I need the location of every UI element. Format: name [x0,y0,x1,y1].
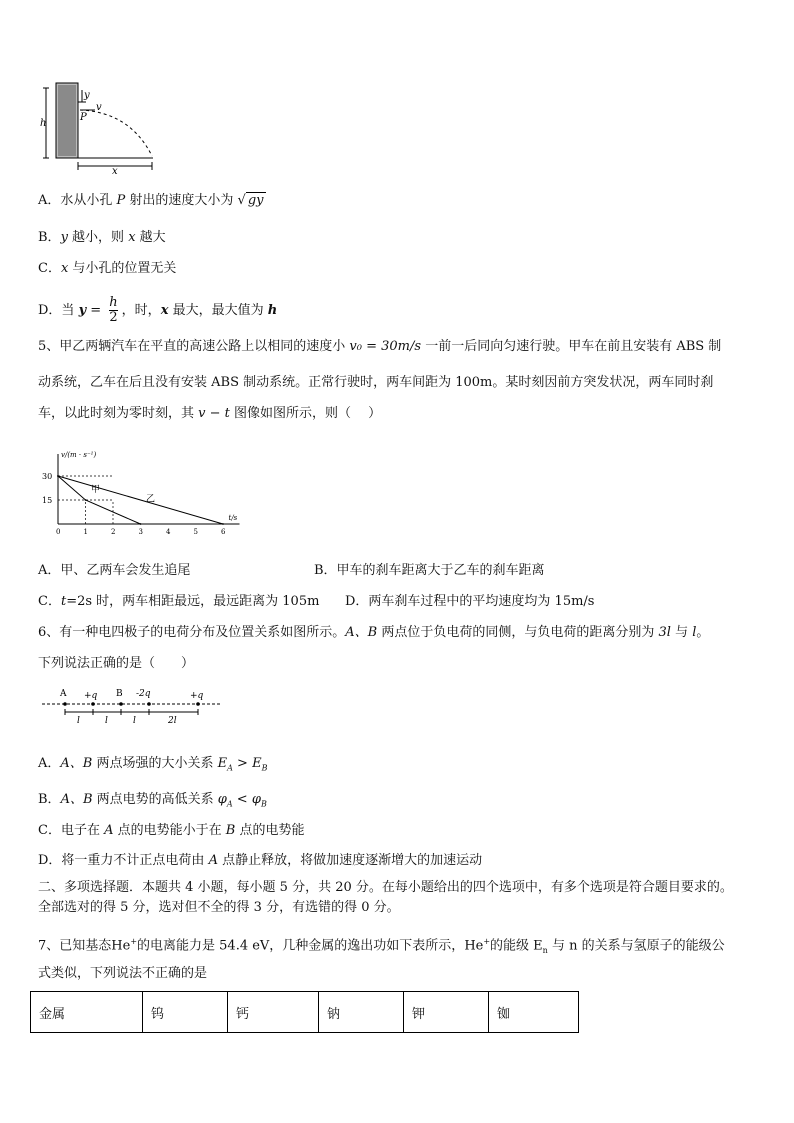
field-e-b: E [252,756,262,771]
q5-line1-pre: 5、甲乙两辆汽车在平直的高速公路上以相同的速度小 [38,339,346,354]
q6-option-a-label: A． [38,756,61,771]
series-label-jia: 甲 [91,485,101,495]
q6-option-b-post: 两点电势的高低关系 [92,792,218,807]
q6-option-c [38,822,304,840]
q6-line1-ab: A、B [345,625,378,640]
fraction [109,296,117,325]
table-cell: 钠 [319,992,404,1033]
table-cell: 钨 [143,992,228,1033]
table-row [31,992,579,1033]
q7-line1-pre: 7、已知基态 [38,938,112,954]
q6-line1-pre: 6、有一种电四极子的电荷分布及位置关系如图所示。 [38,625,346,640]
potential-phi-a: φ [217,792,227,807]
q5-line3-eq: v − t [194,406,235,421]
y-tick-label: 15 [42,496,53,505]
label-p: P [80,112,87,123]
table-cell: 金属 [31,992,143,1033]
section2-heading-line2: 全部选对的得 5 分，选对但不全的得 3 分，有选错的得 0 分。 [38,900,400,915]
potential-phi-b: φ [251,792,261,807]
q6-option-c-label: C．电子在 [38,823,105,838]
x-axis-label: t/s [228,514,238,522]
q4-option-b-post: 越大 [135,230,166,245]
label-h: h [40,118,47,129]
q6-option-b-label: B． [38,792,61,807]
q6-option-d-post: 点静止释放，将做加速度逐渐增大的加速运动 [217,853,483,868]
q4-option-d-h: h [267,303,278,318]
potential-relation: $\varphi_A < \varphi_B$ [217,792,267,809]
q5-option-b: B．甲车的刹车距离大于乙车的刹车距离 [314,563,545,578]
label-v: v [96,102,102,113]
q5-line3-pre: 车，以此时刻为零时刻，其 [38,406,195,421]
q4-option-c [38,260,176,278]
q5-stem-line1 [38,338,721,356]
q6-option-c-b: B [225,823,236,838]
table-cell: 钾 [404,992,489,1033]
q6-line1-and: 与 [670,625,693,640]
q4-option-c-label: C． [38,261,61,276]
q4-option-d-y: y [78,303,87,318]
q5-option-c-label: C． [38,594,61,609]
y-axis-label: v/(m · s⁻¹) [61,451,97,459]
distance-l-2: l [105,716,108,726]
data-point [222,523,224,525]
fraction-denominator: 2 [109,310,118,325]
q4-option-b [38,229,166,247]
distance-l-1: l [77,716,80,726]
sqrt-expression: √ gy [237,193,264,208]
q6-option-d-a: A [208,853,218,868]
q6-option-c-a: A [104,823,114,838]
table-cell: 铷 [489,992,579,1033]
q6-option-b [38,791,267,814]
water-fill [58,85,76,156]
q6-line1-l: l [692,625,697,640]
data-point [57,475,59,477]
y-tick-label: 30 [42,472,53,481]
q4-option-d-eq: = [86,303,106,318]
point-a-label: A [60,689,67,699]
q6-line1-end: 。 [696,625,710,640]
fraction-numerator: h [109,295,118,310]
q6-option-d-label: D．将一重力不计正点电荷由 [38,853,209,868]
q4-option-b-y: y [60,230,68,245]
q7-he-1: He [111,938,131,954]
label-x: x [112,166,118,175]
q6-option-b-ab: A、B [60,792,93,807]
q4-option-b-mid: 越小，则 [67,230,129,245]
q5-line1-post: 一前一后同向匀速行驶。甲车在前且安装有 ABS 制 [425,339,722,354]
q4-option-b-label: B． [38,230,61,245]
q4-option-d-mid: ，时， [121,303,161,318]
q5-stem-line2: 动系统，乙车在后且没有安装 ABS 制动系统。正常行驶时，两车间距为 100m。某时刻因前方突发状况，两车同时刹 [38,375,714,390]
q7-stem-line2: 式类似，下列说法不正确的是 [38,966,208,981]
field-relation: $E_A > E_B$ [217,756,268,773]
x-tick-label: 0 [56,528,61,536]
label-y: y [84,90,90,101]
q5-option-c-post: =2s 时，两车相距最远，最远距离为 105m [66,594,320,609]
q6-stem-line1 [38,624,709,642]
q7-sub-n: n [542,945,548,955]
series-label-yi: 乙 [146,494,156,505]
q6-option-a [38,755,267,778]
q4-option-d-label: D．当 [38,303,79,318]
q4-option-d [38,296,277,325]
q4-option-a [38,192,266,210]
q6-option-a-ab: A、B [60,756,93,771]
water-trajectory [80,110,152,156]
q5-line1-eq: v₀ = 30m/s [345,339,426,354]
q5-option-a: A．甲、乙两车会发生追尾 [38,563,191,578]
charge-plus-q-2: +q [190,691,204,701]
q6-stem-line2: 下列说法正确的是（ ） [38,656,195,671]
q5-option-d: D．两车刹车过程中的平均速度均为 15m/s [345,594,595,609]
sqrt-radicand: gy [247,193,264,208]
q7-line1-mid: 的电离能力是 54.4 eV，几种金属的逸出功如下表所示， [137,938,465,954]
q4-option-d-post: 最大，最大值为 [168,303,268,318]
q5-option-c [38,593,319,611]
x-tick-label: 1 [83,528,88,536]
water-jet-figure [40,80,165,175]
q7-line1-mid2: 的能级 E [490,938,543,954]
q6-option-c-post: 点的电势能 [235,823,305,838]
charge-figure [40,686,225,726]
field-e-a: E [217,756,228,771]
q6-option-c-mid: 点的电势能小于在 [113,823,226,838]
distance-l-3: l [133,716,136,726]
q4-option-a-text: A．水从小孔 [38,193,117,208]
charge-minus-2q: -2q [136,689,151,699]
q7-stem-line1: 7、已知基态He+的电离能力是 54.4 eV，几种金属的逸出功如下表所示，He+的能级 $E_n$ 与 n 的关系与氢原子的能级公 [38,937,725,955]
point-b-label: B [116,689,123,699]
metal-work-function-table [30,991,579,1033]
q4-option-b-x: x [128,230,136,245]
table-cell: 钙 [228,992,319,1033]
q4-option-a-mid: 射出的速度大小为 [125,193,238,208]
data-point [85,499,87,501]
q5-option-c-t: t [60,594,67,609]
x-tick-label: 4 [166,528,171,536]
charge-plus-q-1: +q [84,691,98,701]
x-tick-label: 6 [221,528,226,536]
q6-line1-mid: 两点位于负电荷的同侧，与负电荷的距离分别为 [377,625,659,640]
q6-option-d [38,852,482,870]
q4-option-d-x: x [160,303,169,318]
q4-option-c-post: 与小孔的位置无关 [68,261,177,276]
x-tick-label: 5 [193,528,198,536]
q4-option-c-x: x [60,261,69,276]
distance-2l: 2l [168,716,177,726]
q4-option-a-var: P [116,193,126,208]
q6-option-a-post: 两点场强的大小关系 [92,756,218,771]
section2-heading-line1: 二、多项选择题．本题共 4 小题，每小题 5 分，共 20 分。在每小题给出的四个选项中，有多个选项是符合题目要求的。 [38,880,733,895]
data-point [140,523,142,525]
x-tick-label: 3 [138,528,143,536]
q7-line1-post: 与 n 的关系与氢原子的能级公 [547,938,725,954]
vt-chart [38,448,248,540]
q5-line3-post: 图像如图所示，则（ ） [234,406,382,421]
x-tick-label: 2 [111,528,116,536]
q6-line1-3l: 3l [658,625,671,640]
q5-stem-line3 [38,405,381,423]
q7-he-2: He [464,938,484,954]
